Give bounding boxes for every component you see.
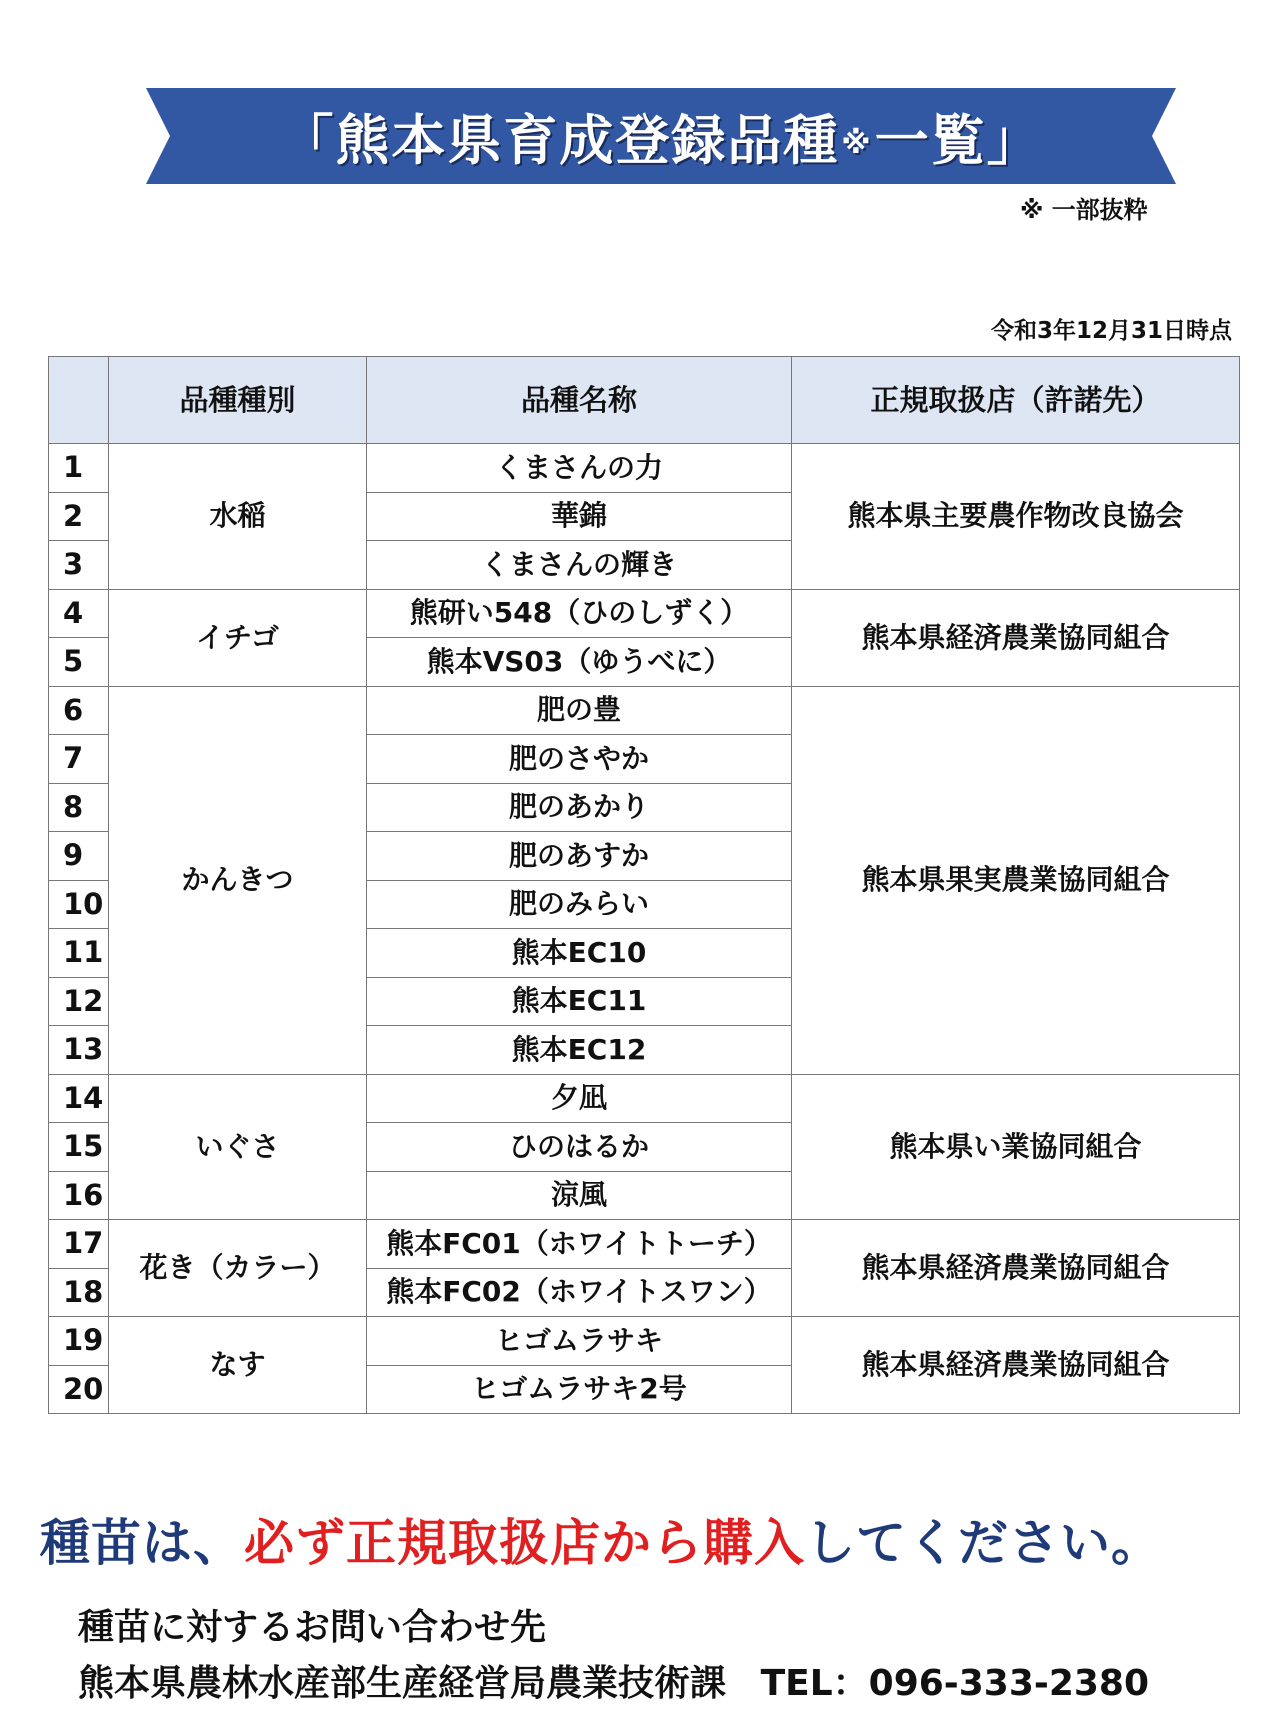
row-number: 9: [49, 832, 109, 881]
contact-office: 熊本県農林水産部生産経営局農業技術課: [78, 1663, 727, 1704]
category-cell: 花き（カラー）: [109, 1220, 367, 1317]
row-number: 5: [49, 638, 109, 687]
category-cell: いぐさ: [109, 1074, 367, 1220]
variety-name-cell: 熊本VS03（ゆうべに）: [367, 638, 792, 687]
variety-name-cell: 熊本FC01（ホワイトトーチ）: [367, 1220, 792, 1269]
row-number: 20: [49, 1365, 109, 1414]
variety-name-cell: 熊本EC11: [367, 977, 792, 1026]
contact-line: [78, 1656, 1149, 1712]
page-title: [146, 88, 1176, 184]
variety-name-cell: くまさんの力: [367, 444, 792, 493]
row-number: 17: [49, 1220, 109, 1269]
warning-part3: してください。: [805, 1514, 1162, 1572]
title-open-bracket: 「: [279, 108, 336, 172]
row-number: 14: [49, 1074, 109, 1123]
variety-name-cell: 肥のあかり: [367, 783, 792, 832]
row-number: 1: [49, 444, 109, 493]
distributor-cell: 熊本県果実農業協同組合: [792, 686, 1240, 1074]
variety-table: [48, 356, 1240, 1414]
variety-name-cell: 肥のさやか: [367, 735, 792, 784]
header-variety-name: 品種名称: [367, 357, 792, 444]
variety-name-cell: 熊本EC12: [367, 1026, 792, 1075]
warning-part1: 種苗は、: [40, 1514, 244, 1572]
title-note-mark: ※: [841, 125, 873, 161]
table-row: [49, 686, 1240, 735]
distributor-cell: 熊本県経済農業協同組合: [792, 589, 1240, 686]
contact-phone: TEL：096-333-2380: [760, 1663, 1150, 1704]
contact-block: [78, 1600, 1149, 1712]
row-number: 16: [49, 1171, 109, 1220]
warning-part2: 必ず正規取扱店から購入: [244, 1514, 805, 1572]
row-number: 15: [49, 1123, 109, 1172]
row-number: 18: [49, 1268, 109, 1317]
contact-heading: 種苗に対するお問い合わせ先: [78, 1607, 547, 1648]
purchase-warning: [40, 1503, 1162, 1575]
title-main: 熊本県育成登録品種: [335, 108, 840, 172]
row-number: 3: [49, 541, 109, 590]
category-cell: イチゴ: [109, 589, 367, 686]
category-cell: かんきつ: [109, 686, 367, 1074]
row-number: 6: [49, 686, 109, 735]
header-no: [49, 357, 109, 444]
table-body: [49, 444, 1240, 1414]
row-number: 11: [49, 929, 109, 978]
title-banner: [146, 88, 1176, 184]
category-cell: なす: [109, 1317, 367, 1414]
title-tail: 一覧: [874, 108, 987, 172]
title-close-bracket: 」: [986, 108, 1043, 172]
row-number: 2: [49, 492, 109, 541]
row-number: 12: [49, 977, 109, 1026]
table-row: [49, 1074, 1240, 1123]
row-number: 4: [49, 589, 109, 638]
variety-name-cell: ひのはるか: [367, 1123, 792, 1172]
table-header-row: [49, 357, 1240, 444]
variety-name-cell: 華錦: [367, 492, 792, 541]
table-row: [49, 589, 1240, 638]
distributor-cell: 熊本県主要農作物改良協会: [792, 444, 1240, 590]
row-number: 19: [49, 1317, 109, 1366]
category-cell: 水稲: [109, 444, 367, 590]
distributor-cell: 熊本県経済農業協同組合: [792, 1317, 1240, 1414]
header-category: 品種種別: [109, 357, 367, 444]
row-number: 10: [49, 880, 109, 929]
as-of-date: 令和3年12月31日時点: [990, 318, 1232, 344]
variety-name-cell: 肥のあすか: [367, 832, 792, 881]
variety-name-cell: ヒゴムラサキ: [367, 1317, 792, 1366]
excerpt-note: ※ 一部抜粋: [1020, 196, 1148, 224]
row-number: 13: [49, 1026, 109, 1075]
variety-name-cell: 肥の豊: [367, 686, 792, 735]
variety-name-cell: 熊研い548（ひのしずく）: [367, 589, 792, 638]
distributor-cell: 熊本県経済農業協同組合: [792, 1220, 1240, 1317]
variety-name-cell: くまさんの輝き: [367, 541, 792, 590]
distributor-cell: 熊本県い業協同組合: [792, 1074, 1240, 1220]
variety-name-cell: 肥のみらい: [367, 880, 792, 929]
row-number: 7: [49, 735, 109, 784]
table-row: [49, 444, 1240, 493]
row-number: 8: [49, 783, 109, 832]
table-row: [49, 1220, 1240, 1269]
variety-name-cell: 熊本EC10: [367, 929, 792, 978]
variety-name-cell: 涼風: [367, 1171, 792, 1220]
table-row: [49, 1317, 1240, 1366]
variety-name-cell: ヒゴムラサキ2号: [367, 1365, 792, 1414]
variety-name-cell: 夕凪: [367, 1074, 792, 1123]
variety-name-cell: 熊本FC02（ホワイトスワン）: [367, 1268, 792, 1317]
header-distributor: 正規取扱店（許諾先）: [792, 357, 1240, 444]
